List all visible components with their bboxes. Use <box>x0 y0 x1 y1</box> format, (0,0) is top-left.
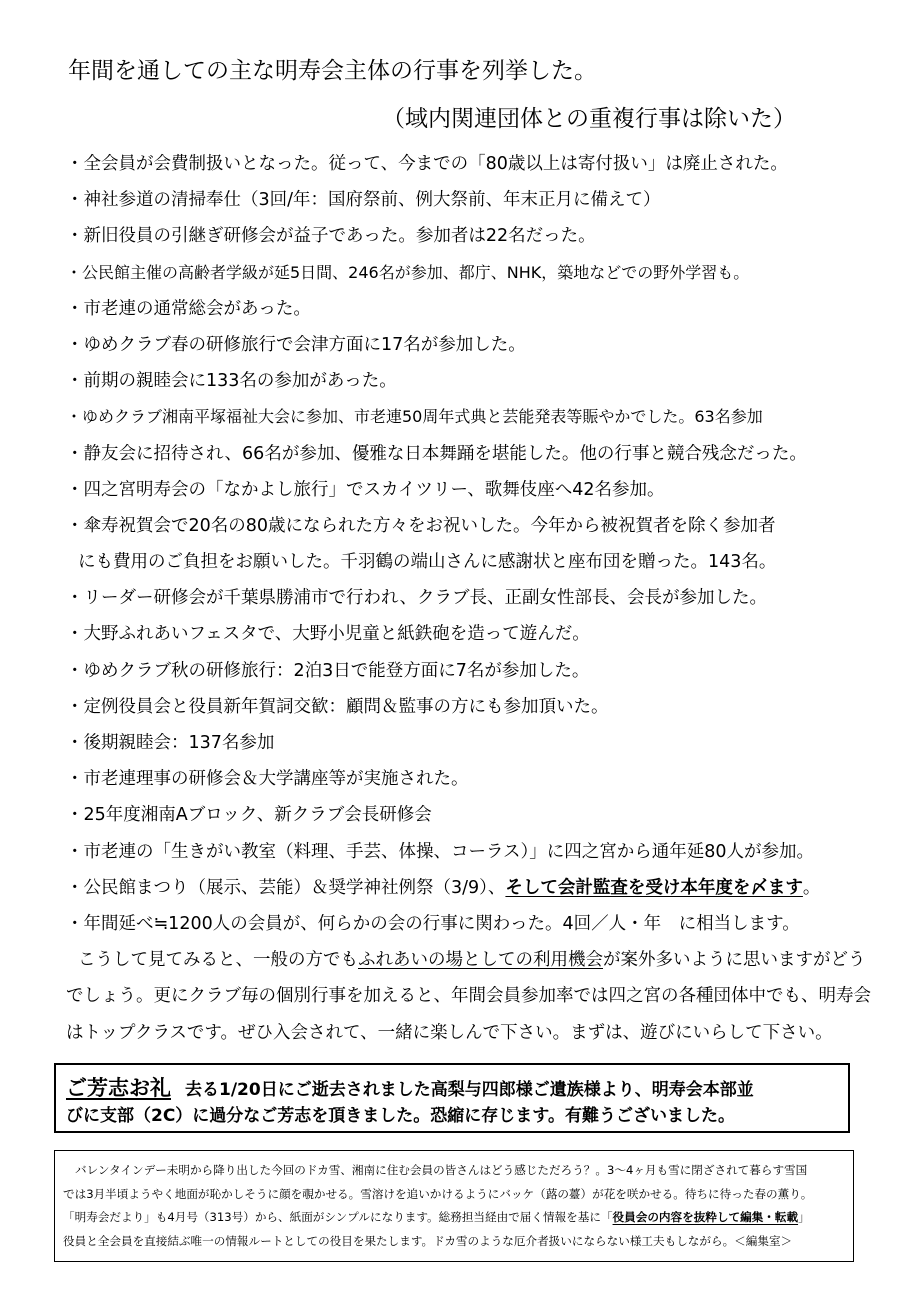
event-item-fureai-festa: ・大野ふれあいフェスタで、大野小児童と紙鉄砲を造って遊んだ。 <box>66 624 590 645</box>
event-item-first-social: ・前期の親睦会に133名の参加があった。 <box>66 371 397 392</box>
event-item-new-year-gathering: ・定例役員会と役員新年賀詞交歓：顧問＆監事の方にも参加頂いた。 <box>66 696 609 717</box>
event-item-general-meeting: ・市老連の通常総会があった。 <box>66 298 311 319</box>
editor-note-line-2: では3月半頃ようやく地面が恥かしそうに顔を覗かせる。雪溶けを追いかけるようにバッケ（蕗の薹）が花を咲かせる。待ちに待った春の薫り。 <box>63 1186 813 1201</box>
editor-note-line-4: 役員と全会員を直接結ぶ唯一の情報ルートとしての役目を果たします。ドカ雪のような厄介者扱いにならない様工夫もしながら。＜編集室＞ <box>63 1233 793 1248</box>
editor-note-line-3-pre: 「明寿会だより」も4月号（313号）から、紙面がシンプルになります。総務担当経由で届く情報を基に「 <box>63 1210 613 1225</box>
event-item-welfare-convention: ・ゆめクラブ湘南平塚福祉大会に参加、市老連50周年式典と芸能発表等賑やかでした。63名参加 <box>66 407 763 427</box>
event-item-senior-school: ・公民館主催の高齢者学級が延5日間、246名が参加、都庁、NHK，築地などでの野外学習も。 <box>66 262 750 282</box>
event-list <box>66 146 871 1051</box>
event-item-sanju-celebration-cont: にも費用のご負担をお願いした。千羽鶴の端山さんに感謝状と座布団を贈った。143名。 <box>78 552 777 573</box>
closing-line-1-pre: こうして見てみると、一般の方でも <box>78 950 358 971</box>
festival-text: ・公民館まつり（展示、芸能）＆奨学神社例祭（3/9）、 <box>66 877 506 898</box>
closing-line-3: はトップクラスです。ぜひ入会されて、一緒に楽しんで下さい。まずは、遊びにいらして下さい。 <box>66 1022 833 1043</box>
closing-line-1 <box>66 942 866 978</box>
festival-end: 。 <box>802 877 821 898</box>
event-item-membership-fee: ・全会員が会費制扱いとなった。従って、今までの「80歳以上は寄付扱い」は廃止された。 <box>66 154 788 174</box>
closing-line-1-underline: ふれあいの場としての利用機会 <box>358 950 603 971</box>
closing-line-2: でしょう。更にクラブ毎の個別行事を加えると、年間会員参加率では四之宮の各種団体中でも、明寿会 <box>66 986 871 1007</box>
thanks-line-2: びに支部（2C）に過分なご芳志を頂きました。恐縮に存じます。有難うございました。 <box>66 1106 735 1126</box>
page-title: 年間を通しての主な明寿会主体の行事を列挙した。 <box>68 58 597 84</box>
editor-note-line-3-post: 」 <box>798 1210 810 1225</box>
editor-note-box <box>54 1150 854 1262</box>
thanks-heading: ご芳志お礼 <box>66 1076 171 1100</box>
page-subtitle: （域内関連団体との重複行事は除いた） <box>382 106 796 132</box>
event-item-nakayoshi-trip: ・四之宮明寿会の「なかよし旅行」でスカイツリー、歌舞伎座へ42名参加。 <box>66 479 665 500</box>
event-item-summary: ・年間延べ≒1200人の会員が、何らかの会の行事に関わった。4回／人・年 に相当します。 <box>66 913 800 934</box>
event-item-shrine-cleaning: ・神社参道の清掃奉仕（3回/年：国府祭前、例大祭前、年末正月に備えて） <box>66 190 661 211</box>
thanks-box <box>54 1063 850 1133</box>
editor-note-line-3-emphasis: 役員会の内容を抜粋して編集・転載 <box>612 1210 799 1225</box>
event-item-board-training: ・市老連理事の研修会＆大学講座等が実施された。 <box>66 769 469 790</box>
event-item-leader-training: ・リーダー研修会が千葉県勝浦市で行われ、クラブ長、正副女性部長、会長が参加した。 <box>66 588 768 609</box>
event-item-officer-handover: ・新旧役員の引継ぎ研修会が益子であった。参加者は22名だった。 <box>66 226 596 247</box>
event-item-festival <box>66 870 866 906</box>
event-item-sanju-celebration: ・傘寿祝賀会で20名の80歳になられた方々をお祝いした。今年から被祝賀者を除く参加者 <box>66 515 776 536</box>
festival-emphasis: そして会計監査を受け本年度を〆ます <box>505 877 803 898</box>
event-item-ikigai-class: ・市老連の「生きがい教室（料理、手芸、体操、コーラス）」に四之宮から通年延80人が参加。 <box>66 841 814 862</box>
event-item-a-block-training: ・25年度湘南Aブロック、新クラブ会長研修会 <box>66 805 432 826</box>
editor-note-line-3 <box>63 1206 845 1230</box>
event-item-seiyukai: ・静友会に招待され、66名が参加、優雅な日本舞踊を堪能した。他の行事と競合残念だった。 <box>66 443 807 464</box>
thanks-line-1-text: 去る1/20日にご逝去されました高梨与四郎様ご遺族様より、明寿会本部並 <box>185 1080 754 1100</box>
closing-line-1-post: が案外多いように思いますがどう <box>603 950 866 971</box>
event-item-spring-trip: ・ゆめクラブ春の研修旅行で会津方面に17名が参加した。 <box>66 334 526 355</box>
editor-note-line-1: バレンタインデー未明から降り出した今回のドカ雪、湘南に住む会員の皆さんはどう感じただろう？。3～4ヶ月も雪に閉ざされて暮らす雪国 <box>75 1163 808 1177</box>
thanks-line-1 <box>66 1075 838 1103</box>
event-item-autumn-trip: ・ゆめクラブ秋の研修旅行：2泊3日で能登方面に7名が参加した。 <box>66 660 590 681</box>
event-item-second-social: ・後期親睦会：137名参加 <box>66 733 275 753</box>
